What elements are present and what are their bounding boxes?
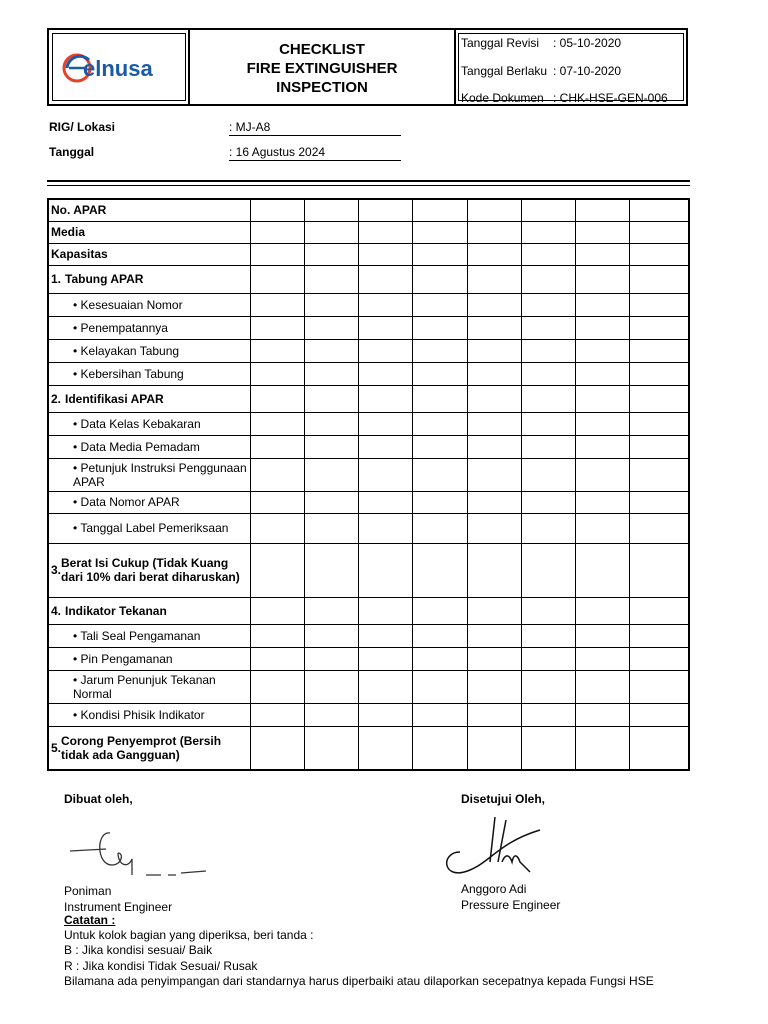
meta-label: Kode Dokumen [461, 91, 544, 105]
check-cell[interactable] [467, 243, 521, 265]
numbered-item [51, 556, 248, 584]
check-cell[interactable] [521, 703, 575, 726]
check-cell[interactable] [575, 624, 629, 647]
check-cell[interactable] [305, 221, 359, 243]
meta-revision [461, 36, 621, 50]
check-cell[interactable] [305, 670, 359, 703]
meta-value: : CHK-HSE-GEN-006 [553, 91, 668, 105]
check-cell[interactable] [251, 543, 305, 597]
check-cell[interactable] [413, 624, 467, 647]
check-cell[interactable] [359, 412, 413, 435]
check-cell[interactable] [413, 703, 467, 726]
check-cell[interactable] [251, 670, 305, 703]
meta-effective [461, 64, 621, 78]
check-cell[interactable] [359, 726, 413, 770]
logo-cell [52, 33, 186, 101]
check-cell[interactable] [629, 597, 689, 624]
check-cell[interactable] [467, 362, 521, 385]
check-cell[interactable] [305, 597, 359, 624]
check-cell[interactable] [467, 703, 521, 726]
check-cell[interactable] [359, 703, 413, 726]
check-cell[interactable] [521, 597, 575, 624]
check-cell[interactable] [629, 243, 689, 265]
checklist-item [48, 385, 251, 412]
check-cell[interactable] [305, 412, 359, 435]
table-row [48, 491, 689, 513]
check-cell[interactable] [521, 385, 575, 412]
check-cell[interactable] [251, 293, 305, 316]
check-cell[interactable] [251, 199, 305, 221]
item-label: Berat Isi Cukup (Tidak Kuang dari 10% dari berat diharuskan) [61, 556, 240, 584]
check-cell[interactable] [467, 647, 521, 670]
check-cell[interactable] [575, 703, 629, 726]
table-row [48, 293, 689, 316]
check-cell[interactable] [305, 543, 359, 597]
check-cell[interactable] [575, 265, 629, 293]
logo-text: elnusa [83, 56, 153, 81]
checklist-item [48, 597, 251, 624]
meta-label: Tanggal Revisi [461, 36, 540, 50]
check-cell[interactable] [521, 624, 575, 647]
check-cell[interactable] [629, 513, 689, 543]
item-label: Identifikasi APAR [65, 391, 164, 406]
check-cell[interactable] [251, 726, 305, 770]
check-cell[interactable] [251, 339, 305, 362]
check-cell[interactable] [305, 362, 359, 385]
check-cell[interactable] [467, 597, 521, 624]
check-cell[interactable] [467, 491, 521, 513]
check-cell[interactable] [359, 597, 413, 624]
check-cell[interactable] [305, 726, 359, 770]
table-row [48, 543, 689, 597]
check-cell[interactable] [413, 670, 467, 703]
check-cell[interactable] [413, 647, 467, 670]
check-cell[interactable] [305, 458, 359, 491]
rig-value: : MJ-A8 [229, 120, 401, 136]
check-cell[interactable] [467, 316, 521, 339]
check-cell[interactable] [413, 385, 467, 412]
notes-line: Bilamana ada penyimpangan dari standarnya harus diperbaiki atau dilaporkan secepatnya kepada Fungsi HSE [64, 974, 654, 988]
check-cell[interactable] [467, 543, 521, 597]
check-cell[interactable] [305, 339, 359, 362]
check-cell[interactable] [521, 513, 575, 543]
check-cell[interactable] [305, 647, 359, 670]
checklist-item [48, 726, 251, 770]
check-cell[interactable] [413, 412, 467, 435]
approved-by-label: Disetujui Oleh, [461, 792, 546, 806]
check-cell[interactable] [467, 412, 521, 435]
title-line: INSPECTION [276, 79, 368, 96]
check-cell[interactable] [305, 293, 359, 316]
checklist-item: • Kebersihan Tabung [48, 362, 251, 385]
check-cell[interactable] [305, 265, 359, 293]
check-cell[interactable] [413, 339, 467, 362]
item-number: 3. [51, 563, 62, 577]
check-cell[interactable] [359, 199, 413, 221]
table-row [48, 647, 689, 670]
check-cell[interactable] [629, 435, 689, 458]
check-cell[interactable] [413, 491, 467, 513]
check-cell[interactable] [413, 543, 467, 597]
check-cell[interactable] [251, 221, 305, 243]
checklist-item: Media [48, 221, 251, 243]
check-cell[interactable] [251, 435, 305, 458]
check-cell[interactable] [467, 221, 521, 243]
table-row [48, 597, 689, 624]
check-cell[interactable] [575, 221, 629, 243]
check-cell[interactable] [359, 458, 413, 491]
item-number: 5. [51, 740, 62, 755]
table-row [48, 412, 689, 435]
check-cell[interactable] [629, 362, 689, 385]
item-number: 2. [51, 391, 62, 406]
check-cell[interactable] [629, 647, 689, 670]
check-cell[interactable] [359, 435, 413, 458]
check-cell[interactable] [251, 597, 305, 624]
divider [47, 185, 690, 186]
check-cell[interactable] [251, 513, 305, 543]
meta-doc-code [461, 91, 668, 105]
table-row [48, 726, 689, 770]
check-cell[interactable] [521, 458, 575, 491]
document-title [188, 30, 456, 104]
notes-line: R : Jika kondisi Tidak Sesuai/ Rusak [64, 959, 258, 973]
checklist-item: • Petunjuk Instruksi Penggunaan APAR [48, 458, 251, 491]
check-cell[interactable] [575, 491, 629, 513]
check-cell[interactable] [251, 316, 305, 339]
checklist-item: • Kesesuaian Nomor [48, 293, 251, 316]
check-cell[interactable] [359, 385, 413, 412]
table-row [48, 316, 689, 339]
checklist-item: • Tali Seal Pengamanan [48, 624, 251, 647]
check-cell[interactable] [359, 316, 413, 339]
table-row [48, 703, 689, 726]
check-cell[interactable] [413, 362, 467, 385]
check-cell[interactable] [575, 647, 629, 670]
numbered-item [51, 734, 248, 762]
check-cell[interactable] [521, 265, 575, 293]
table-row [48, 199, 689, 221]
check-cell[interactable] [359, 265, 413, 293]
check-cell[interactable] [413, 726, 467, 770]
check-cell[interactable] [359, 543, 413, 597]
check-cell[interactable] [251, 265, 305, 293]
checklist-table [47, 198, 690, 771]
check-cell[interactable] [575, 513, 629, 543]
check-cell[interactable] [251, 703, 305, 726]
table-row [48, 670, 689, 703]
document-header [47, 28, 688, 106]
check-cell[interactable] [467, 670, 521, 703]
check-cell[interactable] [251, 458, 305, 491]
check-cell[interactable] [521, 221, 575, 243]
numbered-item [51, 392, 248, 406]
signature-left-icon [66, 825, 211, 885]
item-label: Corong Penyemprot (Bersih tidak ada Gangguan) [61, 733, 222, 762]
check-cell[interactable] [305, 513, 359, 543]
check-cell[interactable] [575, 543, 629, 597]
check-cell[interactable] [575, 293, 629, 316]
table-row [48, 265, 689, 293]
table-row [48, 624, 689, 647]
check-cell[interactable] [305, 316, 359, 339]
check-cell[interactable] [575, 412, 629, 435]
check-cell[interactable] [359, 491, 413, 513]
approved-by-title: Pressure Engineer [461, 898, 561, 912]
table-row [48, 385, 689, 412]
check-cell[interactable] [521, 543, 575, 597]
check-cell[interactable] [629, 543, 689, 597]
check-cell[interactable] [521, 339, 575, 362]
check-cell[interactable] [521, 647, 575, 670]
check-cell[interactable] [575, 726, 629, 770]
prepared-by-name: Poniman [64, 884, 112, 898]
check-cell[interactable] [251, 412, 305, 435]
checklist-item: • Penempatannya [48, 316, 251, 339]
check-cell[interactable] [251, 491, 305, 513]
title-line: CHECKLIST [279, 41, 365, 58]
checklist-item [48, 543, 251, 597]
item-label: Tabung APAR [65, 272, 144, 286]
check-cell[interactable] [629, 412, 689, 435]
check-cell[interactable] [467, 199, 521, 221]
table-row [48, 435, 689, 458]
check-cell[interactable] [575, 362, 629, 385]
document-meta [458, 33, 684, 105]
check-cell[interactable] [467, 624, 521, 647]
check-cell[interactable] [575, 670, 629, 703]
check-cell[interactable] [359, 221, 413, 243]
checklist-item: Kapasitas [48, 243, 251, 265]
notes-heading: Catatan : [64, 913, 116, 927]
check-cell[interactable] [521, 316, 575, 339]
check-cell[interactable] [629, 491, 689, 513]
check-cell[interactable] [305, 624, 359, 647]
check-cell[interactable] [359, 362, 413, 385]
checklist-item: • Jarum Penunjuk Tekanan Normal [48, 670, 251, 703]
check-cell[interactable] [521, 491, 575, 513]
check-cell[interactable] [359, 670, 413, 703]
checklist-item: No. APAR [48, 199, 251, 221]
item-label: Indikator Tekanan [65, 603, 167, 618]
check-cell[interactable] [413, 513, 467, 543]
check-cell[interactable] [575, 339, 629, 362]
check-cell[interactable] [575, 243, 629, 265]
table-row [48, 243, 689, 265]
check-cell[interactable] [629, 624, 689, 647]
numbered-item [51, 604, 248, 618]
check-cell[interactable] [413, 199, 467, 221]
check-cell[interactable] [413, 458, 467, 491]
check-cell[interactable] [521, 362, 575, 385]
check-cell[interactable] [413, 435, 467, 458]
check-cell[interactable] [629, 458, 689, 491]
checklist-item: • Kelayakan Tabung [48, 339, 251, 362]
check-cell[interactable] [359, 339, 413, 362]
checklist-item: • Kondisi Phisik Indikator [48, 703, 251, 726]
check-cell[interactable] [575, 597, 629, 624]
date-value: : 16 Agustus 2024 [229, 145, 401, 161]
prepared-by-label: Dibuat oleh, [64, 792, 133, 806]
check-cell[interactable] [413, 316, 467, 339]
check-cell[interactable] [467, 435, 521, 458]
meta-label: Tanggal Berlaku [461, 64, 548, 78]
check-cell[interactable] [359, 647, 413, 670]
check-cell[interactable] [413, 265, 467, 293]
table-row [48, 339, 689, 362]
check-cell[interactable] [467, 265, 521, 293]
check-cell[interactable] [629, 221, 689, 243]
check-cell[interactable] [629, 293, 689, 316]
check-cell[interactable] [521, 726, 575, 770]
check-cell[interactable] [467, 458, 521, 491]
check-cell[interactable] [305, 243, 359, 265]
rig-label: RIG/ Lokasi [49, 120, 116, 134]
notes-line: B : Jika kondisi sesuai/ Baik [64, 943, 213, 957]
check-cell[interactable] [629, 670, 689, 703]
prepared-by-title: Instrument Engineer [64, 900, 173, 914]
title-line: FIRE EXTINGUISHER [246, 60, 398, 77]
check-cell[interactable] [575, 316, 629, 339]
check-cell[interactable] [521, 435, 575, 458]
check-cell[interactable] [467, 513, 521, 543]
check-cell[interactable] [575, 435, 629, 458]
check-cell[interactable] [521, 243, 575, 265]
check-cell[interactable] [251, 385, 305, 412]
check-cell[interactable] [413, 243, 467, 265]
check-cell[interactable] [413, 221, 467, 243]
check-cell[interactable] [305, 435, 359, 458]
check-cell[interactable] [521, 199, 575, 221]
check-cell[interactable] [251, 624, 305, 647]
check-cell[interactable] [629, 339, 689, 362]
divider [47, 180, 690, 182]
check-cell[interactable] [575, 458, 629, 491]
checklist-item [48, 265, 251, 293]
check-cell[interactable] [521, 293, 575, 316]
check-cell[interactable] [413, 597, 467, 624]
approved-by-name: Anggoro Adi [461, 882, 527, 896]
table-row [48, 221, 689, 243]
check-cell[interactable] [467, 293, 521, 316]
table-row [48, 362, 689, 385]
notes-line: Untuk kolok bagian yang diperiksa, beri tanda : [64, 928, 314, 942]
check-cell[interactable] [251, 647, 305, 670]
check-cell[interactable] [413, 293, 467, 316]
item-number: 1. [51, 272, 62, 286]
check-cell[interactable] [467, 339, 521, 362]
check-cell[interactable] [629, 385, 689, 412]
check-cell[interactable] [359, 293, 413, 316]
date-label: Tanggal [49, 145, 95, 159]
check-cell[interactable] [251, 362, 305, 385]
table-row [48, 513, 689, 543]
check-cell[interactable] [629, 316, 689, 339]
check-cell[interactable] [467, 726, 521, 770]
check-cell[interactable] [305, 385, 359, 412]
meta-value: : 07-10-2020 [553, 64, 622, 78]
check-cell[interactable] [305, 491, 359, 513]
check-cell[interactable] [629, 703, 689, 726]
checklist-item: • Tanggal Label Pemeriksaan [48, 513, 251, 543]
check-cell[interactable] [521, 670, 575, 703]
check-cell[interactable] [359, 513, 413, 543]
checklist-item: • Data Nomor APAR [48, 491, 251, 513]
checklist-item: • Pin Pengamanan [48, 647, 251, 670]
check-cell[interactable] [521, 412, 575, 435]
check-cell[interactable] [305, 199, 359, 221]
check-cell[interactable] [629, 199, 689, 221]
check-cell[interactable] [629, 265, 689, 293]
check-cell[interactable] [575, 385, 629, 412]
check-cell[interactable] [575, 199, 629, 221]
check-cell[interactable] [359, 624, 413, 647]
table-row [48, 458, 689, 491]
check-cell[interactable] [467, 385, 521, 412]
checklist-item: • Data Media Pemadam [48, 435, 251, 458]
checklist-item: • Data Kelas Kebakaran [48, 412, 251, 435]
numbered-item [51, 272, 248, 286]
meta-value: : 05-10-2020 [553, 36, 622, 50]
check-cell[interactable] [359, 243, 413, 265]
check-cell[interactable] [305, 703, 359, 726]
item-number: 4. [51, 603, 62, 618]
check-cell[interactable] [629, 726, 689, 770]
signature-right-icon [440, 812, 550, 882]
check-cell[interactable] [251, 243, 305, 265]
